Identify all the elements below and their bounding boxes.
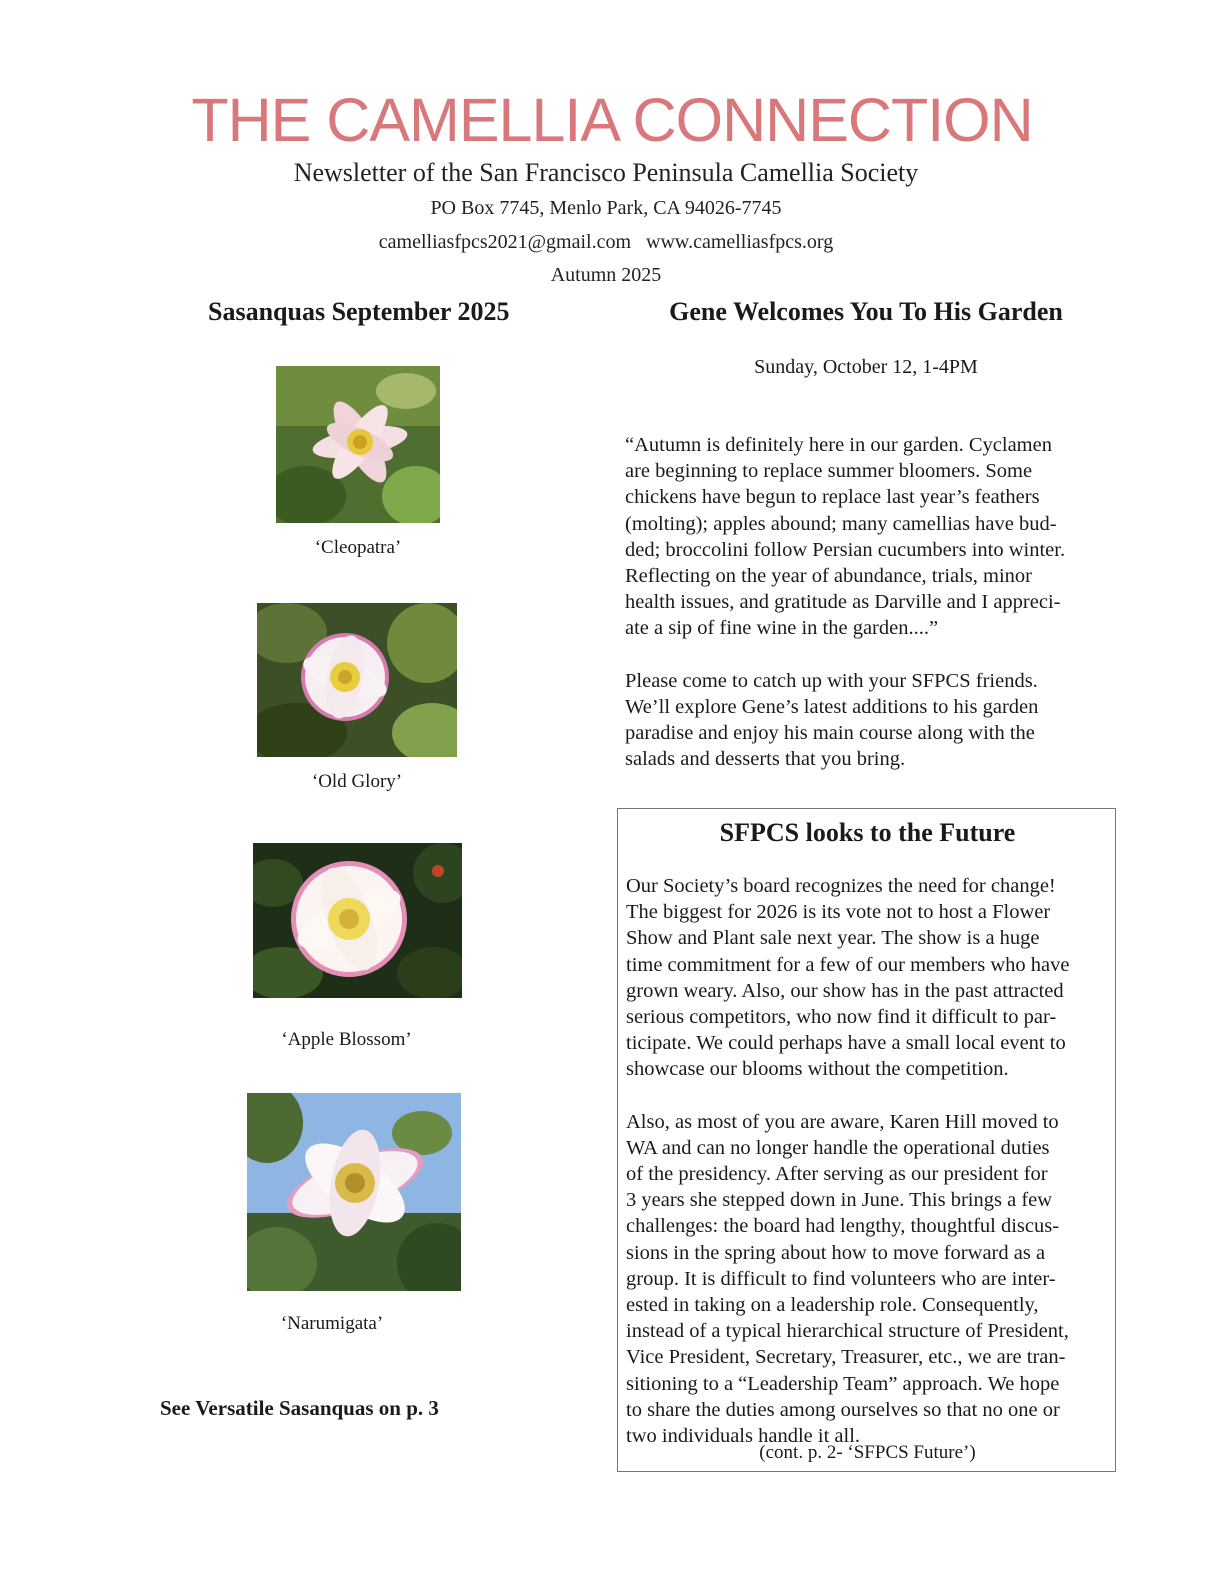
future-line: sions in the spring about how to move forward as a xyxy=(626,1241,1046,1264)
old-glory-photo xyxy=(257,603,457,757)
invite-line: We’ll explore Gene’s latest additions to his garden xyxy=(625,695,1039,718)
narumigata-photo xyxy=(247,1093,461,1291)
contact-line: camelliasfpcs2021@gmail.com www.camelliasfpcs.org xyxy=(378,231,834,253)
cleopatra-caption: ‘Cleopatra’ xyxy=(314,537,402,558)
future-line: Our Society’s board recognizes the need for change! xyxy=(626,875,1056,897)
cleopatra-photo xyxy=(276,366,440,523)
quote-line: are beginning to replace summer bloomers. Some xyxy=(625,460,1033,483)
quote-line: ded; broccolini follow Persian cucumbers into winter. xyxy=(625,538,1066,561)
garden-article xyxy=(625,432,1115,772)
future-line: time commitment for a few of our members who have xyxy=(626,953,1070,976)
event-date: Sunday, October 12, 1-4PM xyxy=(754,356,978,378)
sasanquas-heading: Sasanquas September 2025 xyxy=(208,297,510,326)
future-line: group. It is difficult to find volunteers who are inter- xyxy=(626,1267,1056,1290)
quote-line: “Autumn is definitely here in our garden. Cyclamen xyxy=(625,434,1052,456)
future-line: instead of a typical hierarchical structure of President, xyxy=(626,1320,1069,1343)
future-line: ticipate. We could perhaps have a small local event to xyxy=(626,1032,1066,1055)
future-line: sitioning to a “Leadership Team” approach. We hope xyxy=(626,1372,1060,1395)
old-glory-caption: ‘Old Glory’ xyxy=(311,771,403,792)
garden-invite xyxy=(625,668,1115,773)
future-line: two individuals handle it all. xyxy=(626,1425,861,1448)
future-paragraph-1 xyxy=(626,873,1108,1083)
future-line: to share the duties among ourselves so that no one or xyxy=(626,1398,1060,1421)
future-line: grown weary. Also, our show has in the past attracted xyxy=(626,979,1064,1002)
garden-heading: Gene Welcomes You To His Garden xyxy=(669,297,1063,326)
future-line: showcase our blooms without the competition. xyxy=(626,1058,1009,1081)
future-line: Also, as most of you are aware, Karen Hill moved to xyxy=(626,1110,1059,1133)
future-line: WA and can no longer handle the operational duties xyxy=(626,1136,1050,1159)
continued-note: (cont. p. 2- ‘SFPCS Future’) xyxy=(759,1442,976,1463)
issue-date: Autumn 2025 xyxy=(550,264,662,286)
quote-line: Reflecting on the year of abundance, trials, minor xyxy=(625,565,1033,588)
quote-line: health issues, and gratitude as Darville and I appreci- xyxy=(625,591,1061,614)
apple-blossom-photo xyxy=(253,843,462,998)
quote-line: chickens have begun to replace last year’s feathers xyxy=(625,486,1040,509)
future-line: challenges: the board had lengthy, thoughtful discus- xyxy=(626,1215,1060,1238)
future-article-box xyxy=(617,808,1116,1472)
future-line: Show and Plant sale next year. The show is a huge xyxy=(626,927,1040,950)
future-line: ested in taking on a leadership role. Consequently, xyxy=(626,1294,1039,1317)
future-line: Vice President, Secretary, Treasurer, etc., we are tran- xyxy=(626,1346,1066,1369)
invite-line: salads and desserts that you bring. xyxy=(625,748,906,771)
apple-blossom-caption: ‘Apple Blossom’ xyxy=(281,1029,412,1050)
future-body xyxy=(626,873,1108,1449)
invite-line: paradise and enjoy his main course along with the xyxy=(625,722,1035,745)
quote-line: ate a sip of fine wine in the garden....” xyxy=(625,617,939,640)
future-line: The biggest for 2026 is its vote not to host a Flower xyxy=(626,901,1051,924)
invite-line: Please come to catch up with your SFPCS friends. xyxy=(625,669,1038,692)
versatile-sasanquas-note: See Versatile Sasanquas on p. 3 xyxy=(160,1396,439,1420)
future-line: of the presidency. After serving as our president for xyxy=(626,1163,1048,1186)
newsletter-title: THE CAMELLIA CONNECTION xyxy=(191,86,1033,154)
garden-quote xyxy=(625,432,1115,642)
future-line: serious competitors, who now find it difficult to par- xyxy=(626,1006,1057,1029)
narumigata-caption: ‘Narumigata’ xyxy=(280,1313,384,1334)
future-paragraph-2 xyxy=(626,1109,1108,1450)
quote-line: (molting); apples abound; many camellias have bud- xyxy=(625,512,1057,535)
future-line: 3 years she stepped down in June. This brings a few xyxy=(626,1189,1053,1212)
mailing-address: PO Box 7745, Menlo Park, CA 94026-7745 xyxy=(430,197,782,219)
future-title: SFPCS looks to the Future xyxy=(719,818,1016,847)
newsletter-subtitle: Newsletter of the San Francisco Peninsula Camellia Society xyxy=(293,158,919,187)
